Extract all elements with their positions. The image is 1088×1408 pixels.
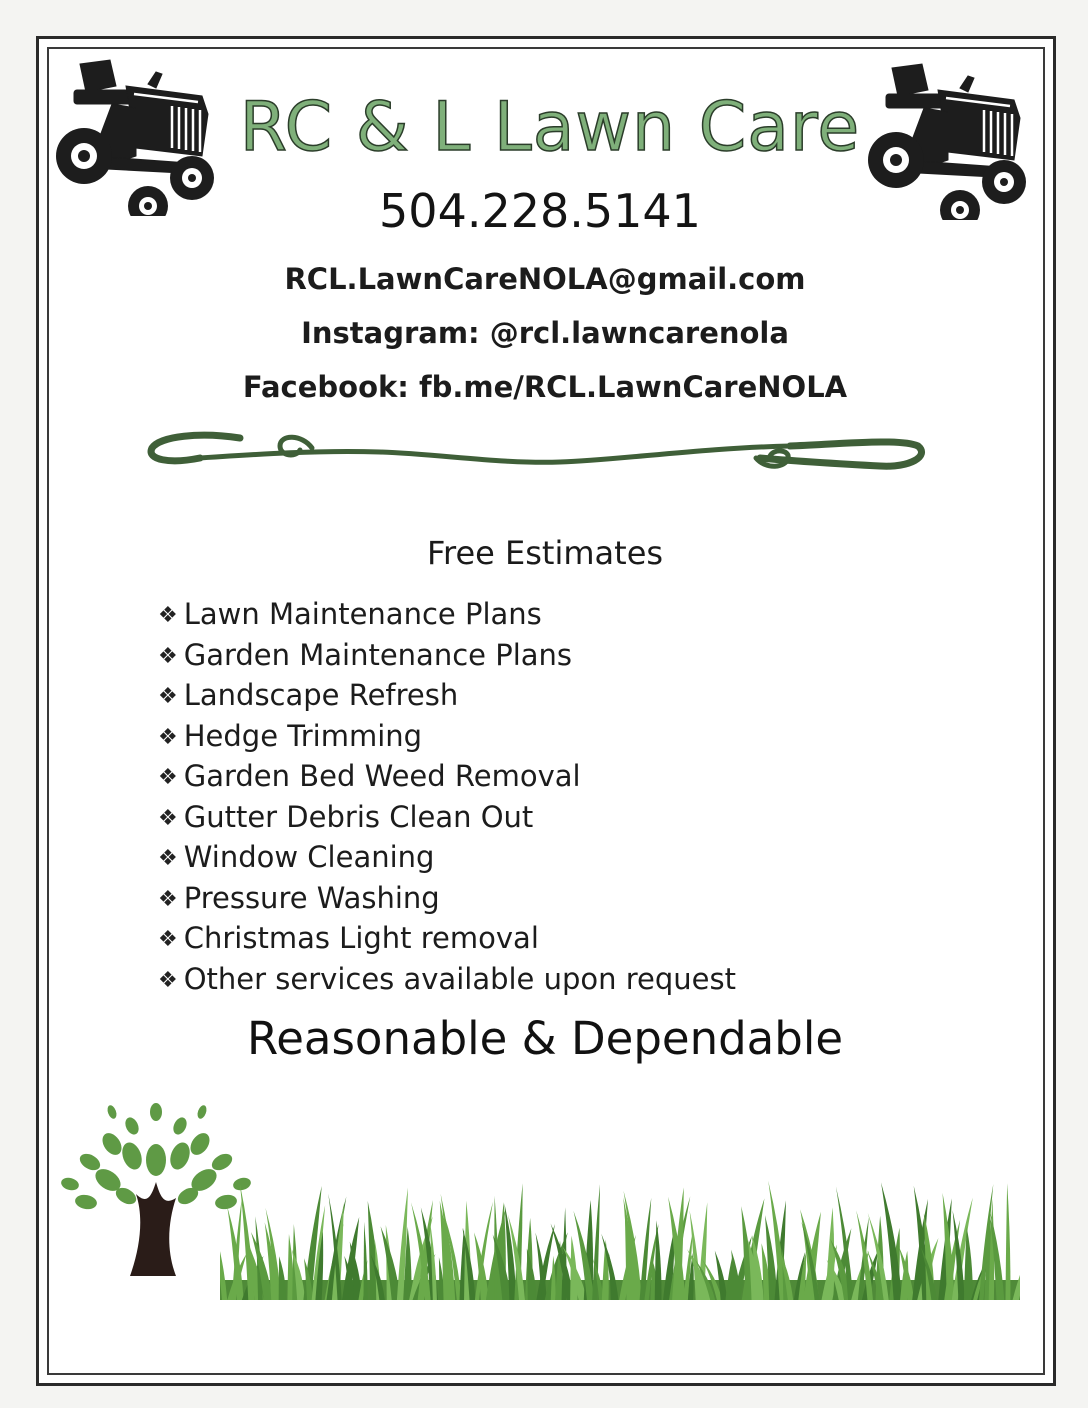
diamond-bullet-icon: ❖ bbox=[158, 805, 178, 831]
service-label: Hedge Trimming bbox=[183, 718, 423, 753]
list-item bbox=[158, 878, 736, 919]
diamond-bullet-icon: ❖ bbox=[158, 603, 178, 628]
list-item bbox=[158, 959, 736, 1000]
diamond-bullet-icon: ❖ bbox=[158, 684, 178, 709]
phone-number: 504.228.5141 bbox=[379, 184, 701, 238]
list-item bbox=[158, 797, 736, 838]
service-label: Garden Bed Weed Removal bbox=[183, 759, 581, 793]
service-label: Landscape Refresh bbox=[183, 678, 459, 712]
service-label: Gutter Debris Clean Out bbox=[183, 799, 534, 834]
diamond-bullet-icon: ❖ bbox=[158, 643, 178, 669]
service-label: Other services available upon request bbox=[183, 961, 736, 996]
tagline: Reasonable & Dependable bbox=[246, 1012, 844, 1065]
list-item bbox=[158, 716, 736, 757]
service-label: Christmas Light removal bbox=[183, 921, 539, 955]
list-item bbox=[158, 635, 736, 676]
riding-mower-icon bbox=[52, 56, 222, 216]
email-address: RCL.LawnCareNOLA@gmail.com bbox=[284, 262, 806, 296]
instagram-handle: Instagram: @rcl.lawncarenola bbox=[301, 316, 789, 350]
diamond-bullet-icon: ❖ bbox=[158, 967, 178, 993]
diamond-bullet-icon: ❖ bbox=[158, 724, 178, 750]
list-item bbox=[158, 918, 736, 959]
grass-icon bbox=[220, 1168, 1020, 1308]
list-item bbox=[158, 837, 736, 878]
service-label: Window Cleaning bbox=[183, 840, 435, 874]
service-label: Lawn Maintenance Plans bbox=[183, 597, 542, 631]
facebook-link: Facebook: fb.me/RCL.LawnCareNOLA bbox=[242, 370, 848, 404]
swirl-divider bbox=[140, 424, 930, 484]
diamond-bullet-icon: ❖ bbox=[158, 846, 178, 871]
diamond-bullet-icon: ❖ bbox=[158, 927, 178, 952]
list-item bbox=[158, 594, 736, 635]
business-name: RC & L Lawn Care bbox=[239, 88, 861, 167]
services-list bbox=[158, 594, 736, 999]
service-label: Pressure Washing bbox=[183, 880, 440, 915]
diamond-bullet-icon: ❖ bbox=[158, 765, 178, 790]
free-estimates-heading: Free Estimates bbox=[426, 534, 664, 572]
list-item bbox=[158, 675, 736, 716]
list-item bbox=[158, 756, 736, 797]
service-label: Garden Maintenance Plans bbox=[183, 637, 573, 672]
diamond-bullet-icon: ❖ bbox=[158, 886, 178, 912]
